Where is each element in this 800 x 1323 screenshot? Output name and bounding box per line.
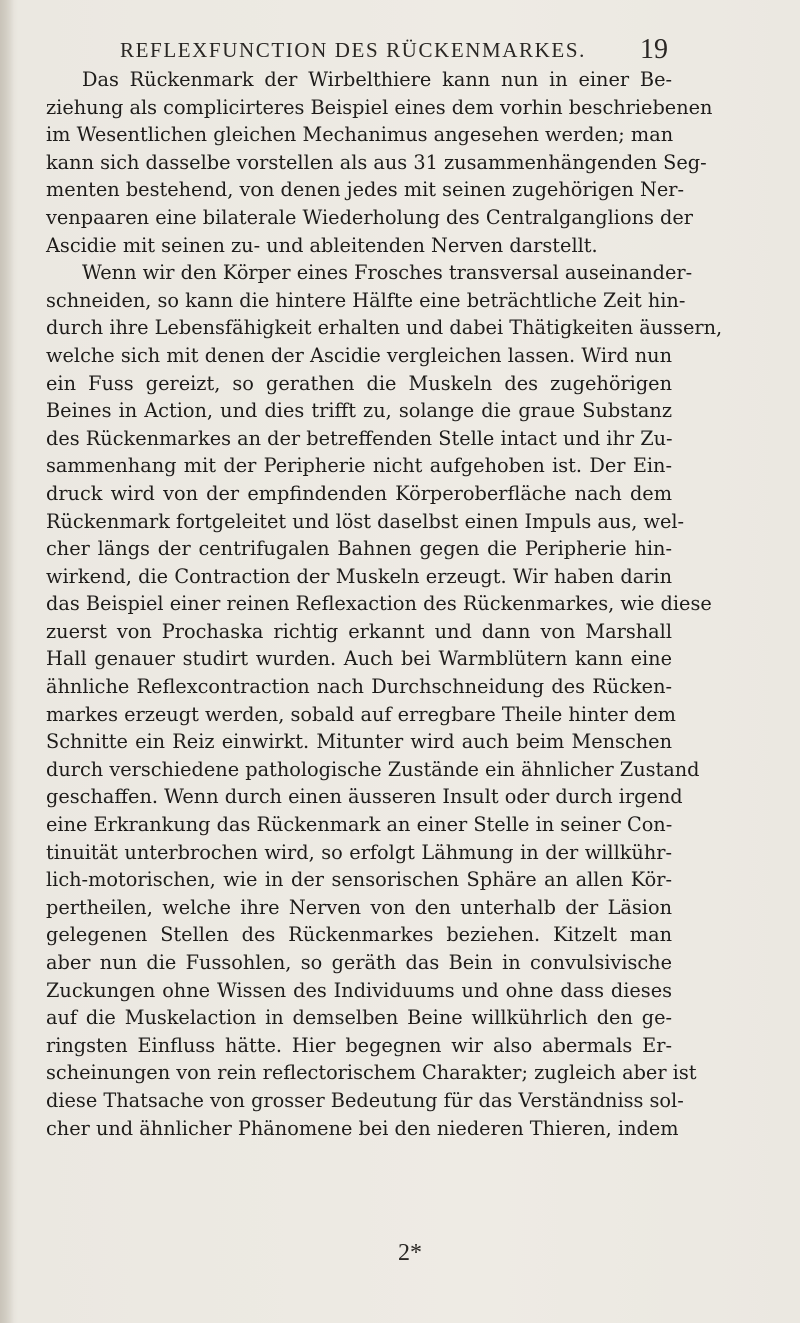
text-line: durch ihre Lebensfähigkeit erhalten und dabei Thätigkeiten äussern, [46, 316, 723, 340]
text-line: schneiden, so kann die hintere Hälfte eine beträchtliche Zeit hin- [46, 288, 686, 312]
text-line: im Wesentlichen gleichen Mechanimus angesehen werden; man [46, 123, 674, 147]
text-line: Rückenmark fortgeleitet und löst daselbst einen Impuls aus, wel- [46, 509, 685, 533]
text-line: cher und ähnlicher Phänomene bei den niederen Thieren, indem [46, 1116, 679, 1140]
text-line: ein Fuss gereizt, so gerathen die Muskeln des zugehörigen [46, 371, 672, 395]
text-line: Das Rückenmark der Wirbelthiere kann nun in einer Be- [82, 68, 672, 91]
text-line: Zuckungen ohne Wissen des Individuums und ohne dass dieses [46, 978, 672, 1002]
text-line: Schnitte ein Reiz einwirkt. Mitunter wird auch beim Menschen [46, 730, 672, 754]
signature-mark: 2* [398, 1240, 422, 1266]
text-line: diese Thatsache von grosser Bedeutung für das Verständniss sol- [46, 1088, 684, 1112]
text-line: das Beispiel einer reinen Reflexaction des Rückenmarkes, wie diese [46, 592, 712, 616]
text-line: wirkend, die Contraction der Muskeln erzeugt. Wir haben darin [46, 564, 672, 588]
text-line: sammenhang mit der Peripherie nicht aufgehoben ist. Der Ein- [46, 454, 672, 478]
text-line: Ascidie mit seinen zu- und ableitenden Nerven darstellt. [46, 233, 598, 257]
text-line: ziehung als complicirteres Beispiel eines dem vorhin beschriebenen [46, 95, 713, 119]
text-line: ringsten Einfluss hätte. Hier begegnen wir also abermals Er- [46, 1033, 672, 1057]
page-edge-shadow [0, 0, 14, 1323]
text-line: venpaaren eine bilaterale Wiederholung des Centralganglions der [46, 205, 693, 229]
text-line: markes erzeugt werden, sobald auf erregbare Theile hinter dem [46, 702, 676, 726]
text-line: gelegenen Stellen des Rückenmarkes beziehen. Kitzelt man [46, 923, 672, 947]
text-line: Beines in Action, und dies trifft zu, solange die graue Substanz [46, 399, 672, 423]
text-line: durch verschiedene pathologische Zustände ein ähnlicher Zustand [46, 757, 700, 781]
text-line: menten bestehend, von denen jedes mit seinen zugehörigen Ner- [46, 178, 685, 202]
text-line: zuerst von Prochaska richtig erkannt und dann von Marshall [46, 619, 672, 643]
text-line: Wenn wir den Körper eines Frosches transversal auseinander- [82, 261, 693, 285]
running-title: REFLEXFUNCTION DES RÜCKENMARKES. [120, 38, 586, 62]
text-line: tinuität unterbrochen wird, so erfolgt Lähmung in der willkühr- [46, 840, 672, 864]
text-line: geschaffen. Wenn durch einen äusseren Insult oder durch irgend [46, 785, 683, 809]
text-line: druck wird von der empfindenden Körperoberfläche nach dem [46, 481, 672, 505]
text-line: welche sich mit denen der Ascidie vergleichen lassen. Wird nun [46, 343, 672, 367]
text-line: ähnliche Reflexcontraction nach Durchschneidung des Rücken- [46, 675, 672, 699]
text-line: lich-motorischen, wie in der sensorischen Sphäre an allen Kör- [46, 868, 672, 892]
text-line: pertheilen, welche ihre Nerven von den unterhalb der Läsion [46, 895, 672, 919]
text-line: cher längs der centrifugalen Bahnen gegen die Peripherie hin- [46, 537, 672, 561]
body-text [46, 66, 723, 1142]
text-line: des Rückenmarkes an der betreffenden Stelle intact und ihr Zu- [46, 426, 673, 450]
text-line: eine Erkrankung das Rückenmark an einer Stelle in seiner Con- [46, 813, 673, 837]
text-line: scheinungen von rein reflectorischem Charakter; zugleich aber ist [46, 1061, 697, 1085]
page-number: 19 [640, 34, 668, 65]
text-line: aber nun die Fussohlen, so geräth das Bein in convulsivische [46, 951, 672, 974]
text-line: kann sich dasselbe vorstellen als aus 31 zusammenhängenden Seg- [46, 150, 707, 174]
text-line: auf die Muskelaction in demselben Beine willkührlich den ge- [46, 1006, 672, 1030]
text-line: Hall genauer studirt wurden. Auch bei Warmblütern kann eine [46, 647, 672, 671]
